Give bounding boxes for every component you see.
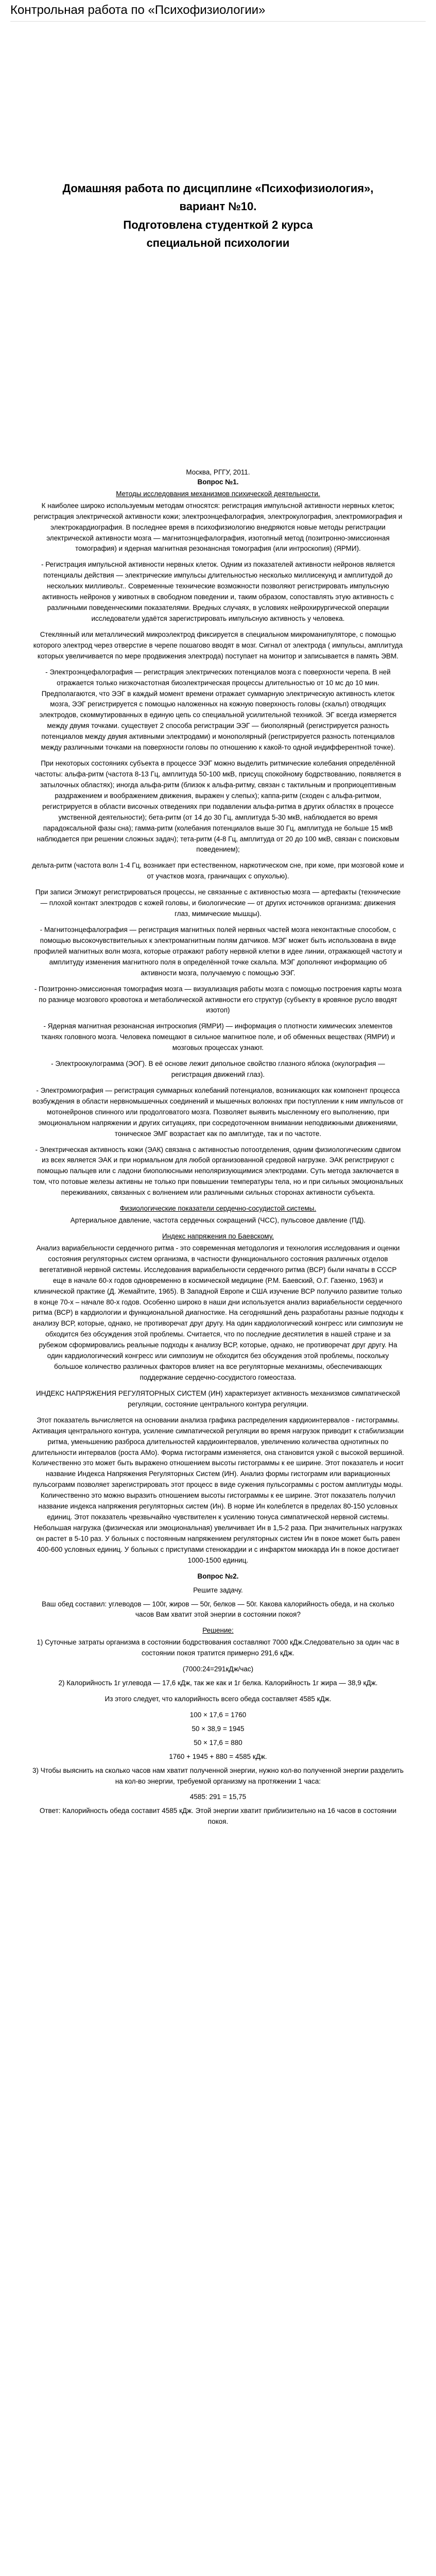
document-body [10,477,426,1827]
calc-line: 1760 + 1945 + 880 = 4585 кДж. [169,1752,267,1760]
title-line-4: специальной психологии [146,236,290,249]
paragraph: Этот показатель вычисляется на основании анализа графика распределения кардиоинтервалов - гистограммы. Активация центрального контура, усиление симпатической регуляции во время нагрузок приводит к стабилизации ритма, уменьшению разброса длительностей кардиоинтервалов, увеличению количества однотипных по длительности интервалов (роста АМо). Форма гистограмм изменяется, она становится узкой с высокой вершиной. Количественно это может быть выражено отношением высоты гистограммы к ее ширине. Этот показатель и носит название Индекса Напряжения Регуляторных Систем (ИН). Анализ формы гистограмм или вариационных пульсограмм позволяет зарегистрировать этот процесс в виде сужения пульсограммы с ростом амплитуды моды. Количественно это можно выразить отношением высоты гистограммы к ее ширине. Этот показатель получил название индекса напряжения регуляторных систем (Ин). В норме Ин колеблется в пределах 80-150 условных единиц. Этот показатель чрезвычайно чувствителен к усилению тонуса симпатической нервной системы. Небольшая нагрузка (физическая или эмоциональная) увеличивает Ин в 1,5-2 раза. При значительных нагрузках он растет в 5-10 раз. У больных с постоянным напряжением регуляторных систем Ин в покое может быть равен 400-600 условных единиц. У больных с приступами стенокардии и с инфарктом миокарда Ин в покое достигает 1000-1500 единиц. [32,1416,404,1564]
paragraph: дельта-ритм (частота волн 1-4 Гц, возникает при естественном, наркотическом сне, при коме, при мозговой коме и от участков мозга, граничащих с опухолью). [32,861,404,880]
calc-line: 4585: 291 = 15,75 [189,1793,247,1801]
paragraph: Анализ вариабельности сердечного ритма - это современная методология и технология исследования и оценки состояния регуляторных систем организма, в частности функционального состояния различных отделов вегетативной нервной системы. Исследования вариабельности сердечного ритма (ВСР) были начаты в СССР еще в начале 60-х годов одновременно в космической медицине (Р.М. Баевский, О.Г. Газенко, 1963) и клинической практике (Д. Жемайтите, 1965). В Западной Европе и США изучение ВСР получило развитие только в конце 70-х – начале 80-х годов. Особенно широко в наши дни используется анализ вариабельности сердечного ритма (ВСР) в кардиологии и функциональной диагностике. На сегодняшний день разработаны разные подходы к анализу ВСР, которые, однако, не противоречат друг другу. На один кардиологический конгресс или симпозиум не обходится без обсуждения этой проблемы. Считается, что по последние десятилетия в нашей стране и за рубежом сформировались реальные подходы к анализу ВСР, которые, однако, не противоречат друг другу. На один кардиологический конгресс или симпозиум не обходится без обсуждения этой проблемы, поскольку большое количество различных факторов влияет на все регуляторные механизмы, обеспечивающих поддержание сердечно-сосудистого гомеостаза. [32,1244,404,1381]
calc-line: 100 × 17,6 = 1760 [189,1710,247,1719]
paragraph: Стеклянный или металлический микроэлектрод фиксируется в специальном микроманипуляторе, с помощью которого электрод через отверстие в черепе пошагово вводят в мозг. Сигнал от электрода ( импульсы, амплитуда которых увеличивается по мере продвижения электрода) поступает на монитор и записывается в память ЭВМ. [33,630,403,660]
page-title: Контрольная работа по «Психофизиологии» [10,0,426,22]
physio-heading: Физиологические показатели сердечно-сосудистой системы. [119,1205,317,1213]
paragraph: При записи Эгможут регистрироваться процессы, не связанные с активностью мозга — артефакты (технические — плохой контакт электродов с кожей головы, и биологические — от других источников организма: движения глаз, мимические мышцы). [35,888,401,918]
solution-step: 1) Суточные затраты организма в состоянии бодрствования составляют 7000 кДж.Следовательно за один час в состоянии покоя тратится примерно 291,6 кДж. [37,1638,399,1657]
calc-line: 50 × 38,9 = 1945 [191,1724,245,1733]
paragraph: - Ядерная магнитная резонансная интроскопия (ЯМРИ) — информация о плотности химических элементов тканях головного мозга. Человека помещают в сильное магнитное поле, и об обменных веществах (ЯМРИ) и мозговых процессах узнают. [41,1022,395,1052]
paragraph: - Электромиография — регистрация суммарных колебаний потенциалов, возникающих как компонент процесса возбуждения в области нервномышечных соединений и мышечных волокнах при поступлении к ним импульсов от мотонейронов спинного или продолговатого мозга. Позволяет выявить мысленному его выполнению, при эмоциональном напряжении и других ситуациях, при сосредоточенном внимании неподвижными движениями, тоническое ЭМГ возрастает как по амплитуде, так и по частоте. [32,1086,404,1138]
paragraph: ИНДЕКС НАПРЯЖЕНИЯ РЕГУЛЯТОРНЫХ СИСТЕМ (ИН) характеризует активность механизмов симпатической регуляции, состояние центрального контура регуляции. [36,1389,400,1408]
solution-step: 3) Чтобы выяснить на сколько часов нам хватит полученной энергии, нужно кол-во полученной энергии разделить на кол-во энергии, требуемой организму на протяжении 1 часа: [32,1766,404,1785]
city-year: Москва, РГГУ, 2011. [186,468,250,476]
solution-step: Из этого следует, что калорийность всего обеда составляет 4585 кДж. [104,1694,332,1703]
paragraph: - Регистрация импульсной активности нервных клеток. Одним из показателей активности нейронов является потенциалы действия — электрические импульсы длительностью несколько миллисекунд и амплитудой до нескольких милливольт.. Современные технические возможности позволяют регистрировать импульсную активность нейронов у животных в свободном поведении и, таким образом, сопоставлять этую активность с различными поведенческими показателями. Вредных случаях, в условиях нейрохирургической операции исследователи удаётся зарегистрировать импульсную активность у человека. [41,561,395,622]
paragraph: При некоторых состояниях субъекта в процессе ЭЭГ можно выделить ритмические колебания определённой частоты: альфа-ритм (частота 8-13 Гц, амплитуда 50-100 мкВ, присущ спокойному бодрствованию, появляется в затылочных областях); иногда альфа-ритм (близок к альфа-ритму, связан с тактильным и проприоцептивным раздражением и воображением движения, выражен у слепых); каппа-ритм (сходен с альфа-ритмом, регистрируется в области височных отведениях при подавлении альфа-ритма в других областях в процессе умственной деятельности); бета-ритм (от 14 до 30 Гц, амплитуда 5-30 мкВ, наблюдается во время парадоксальной фазы сна); гамма-ритм (колебания потенциалов выше 30 Гц, амплитуда не больше 15 мкВ наблюдается при решении сложных задач); тета-ритм (4-8 Гц, амплитуда от 20 до 100 мкВ, связан с поисковым поведением); [34,759,402,854]
paragraph: К наиболее широко используемым методам относятся: регистрация импульсной активности нервных клеток; регистрация электрической активности кожи; электроэнцефалография, электрокулография, электромиография и электрокардиография. В последнее время в психофизиологию внедряются новые методы регистрации электрической активности мозга — магнитоэнцефалография, изотопный метод (позитронно-эмиссионная томография) и ядерная магнитная резонансная томография (или интроскопия) (ЯРМИ). [33,501,403,553]
title-line-2: вариант №10. [179,200,257,213]
index-heading: Индекс напряжения по Баевскому. [162,1232,274,1241]
question-1-heading: Методы исследования механизмов психической деятельности. [116,489,320,498]
paragraph: - Электроокулограмма (ЭОГ). В её основе лежит дипольное свойство глазного яблока (окулография — регистрация движений глаз). [51,1060,385,1079]
title-line-3: Подготовлена студенткой 2 курса [123,218,313,231]
solution-step: 2) Калорийность 1г углевода — 17,6 кДж, так же как и 1г белка. Калорийность 1г жира — 38,9 кДж. [58,1679,378,1687]
paragraph: Артериальное давление, частота сердечных сокращений (ЧСС), пульсовое давление (ПД). [70,1216,366,1225]
question-2-label: Вопрос №2. [197,1572,239,1580]
question-1-label: Вопрос №1. [197,478,239,486]
question-2-sub: Решите задачу. [193,1586,243,1594]
title-line-1: Домашняя работа по дисциплине «Психофизиология», [62,182,374,195]
paragraph: - Магнитоэнцефалография — регистрация магнитных полей нервных частей мозга неконтактные способом, с помощью высокочувствительных к электромагнитным полям датчиков. МЭГ может быть использована в виде профилей магнитных волн мозга, которые отражают работу нервной клетки в идее линии, отражающей частоту и амплитуду изменения магнитного поля в определённой точке скальпа. МЭГ дополняют информацию об активности мозга, получаемую с помощью ЭЭГ. [33,925,403,977]
solution-label: Решение: [202,1626,234,1635]
solution-step: (7000:24=291кДж/час) [182,1665,254,1673]
title-block [10,179,426,252]
calc-line: 50 × 17,6 = 880 [194,1738,242,1747]
answer: Ответ: Калорийность обеда составит 4585 кДж. Этой энергии хватит приблизительно на 16 часов в состоянии покоя. [39,1807,397,1826]
paragraph: - Позитронно-эмиссионная томография мозга — визуализация работы мозга с помощью построения карты мозга по разнице мозгового кровотока и метаболической активности его структур (субъекту в кровяное русло вводят изотоп) [34,985,402,1014]
problem-statement: Ваш обед составил: углеводов — 100г, жиров — 50г, белков — 50г. Какова калорийность обеда, и на сколько часов Вам хватит этой энергии в состоянии покоя? [42,1600,394,1619]
paragraph: - Электрическая активность кожи (ЭАК) связана с активностью потоотделения, одним физиологическим сдвигом из всех является ЭАК и при нормальном для любой организованной средовой нагрузке. ЭАК регистрируют с помощью пальцев или с ладони биополюсными неполяризующимися электродами. Суть метода заключается в том, что потовые железы активны не только при повышении температуры тела, но и при сильных эмоциональных переживаниях, связанных с волнением или различными сильных сторонах активности субъекта. [32,1145,404,1197]
paragraph: - Электроэнцефалография — регистрация электрических потенциалов мозга с поверхности черепа. В ней отражается только низкочастотная биоэлектрическая процессы длительностью от 10 мс до 10 мин. Предполагаются, что ЭЭГ в каждый момент времени отражает суммарную электрическую активность клеток мозга, ЭЭГ регистрируется с помощью наложенных на кожную поверхность головы (скальп) отводящих электродов, скоммутированных в единую цепь со специальной усилительной техникой. ЭГ всегда измеряется между двумя точками. существует 2 способа регистрации ЭЭГ — биополярный (регистрируется разность потенциалов между двумя активными электродами) и монополярный (регистрируется разность потенциалов между различными точками на поверхности головы по отношению к какой-то одной индифферентной точке). [39,668,397,752]
